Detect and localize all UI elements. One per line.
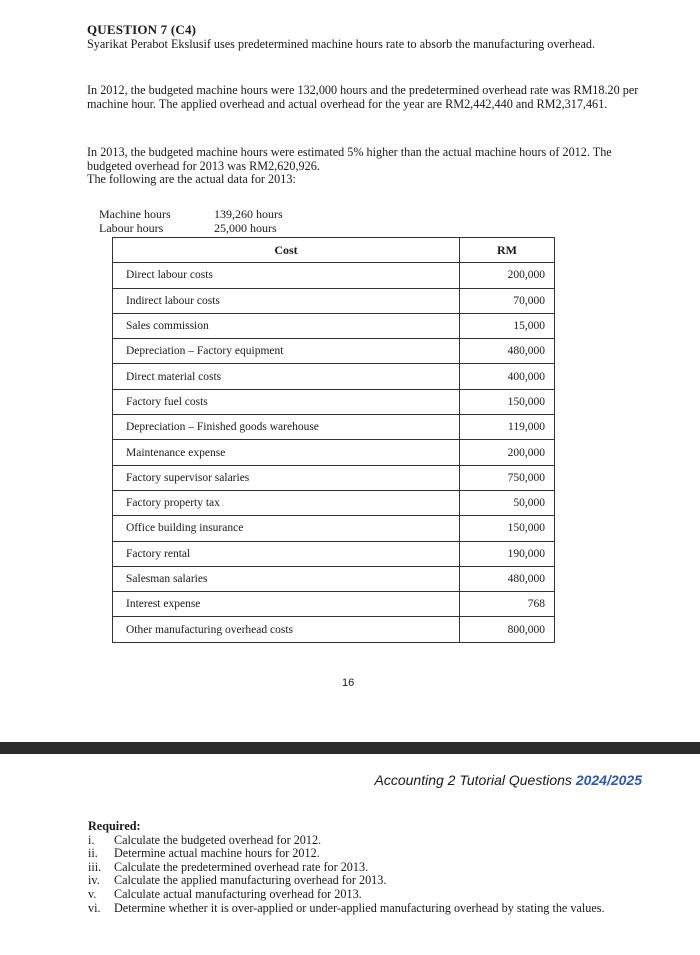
- rm-amount-cell: 150,000: [460, 389, 555, 414]
- rm-amount-cell: 768: [460, 592, 555, 617]
- table-row: [113, 364, 555, 389]
- rm-amount-cell: 190,000: [460, 541, 555, 566]
- required-section: [88, 820, 614, 915]
- rm-amount-cell: 200,000: [460, 440, 555, 465]
- required-item-number: i.: [88, 832, 95, 847]
- cost-item-cell: Depreciation – Factory equipment: [113, 339, 460, 364]
- actual-data-label: Labour hours: [99, 221, 164, 235]
- cost-item-cell: Salesman salaries: [113, 566, 460, 591]
- actual-data-value: 139,260 hours: [214, 207, 283, 221]
- cost-item-cell: Other manufacturing overhead costs: [113, 617, 460, 642]
- table-row: [113, 617, 555, 642]
- page-divider: [0, 742, 700, 754]
- table-row: [113, 490, 555, 515]
- required-item: [88, 834, 614, 848]
- cost-item-cell: Depreciation – Finished goods warehouse: [113, 415, 460, 440]
- actual-data-value: 25,000 hours: [214, 221, 277, 235]
- table-row: [113, 541, 555, 566]
- cost-table-body: [113, 263, 555, 642]
- cost-item-cell: Indirect labour costs: [113, 288, 460, 313]
- table-header-row: [113, 238, 555, 263]
- page-number: 16: [342, 677, 355, 689]
- actual-data-row: [99, 207, 304, 221]
- required-list: [88, 834, 614, 916]
- cost-item-cell: Direct labour costs: [113, 263, 460, 288]
- footer-title-text: Accounting 2 Tutorial Questions: [374, 772, 576, 788]
- required-item: [88, 874, 614, 888]
- required-item-number: v.: [88, 886, 97, 901]
- required-item-text: Calculate actual manufacturing overhead for 2013.: [114, 886, 362, 901]
- required-item-text: Calculate the applied manufacturing overhead for 2013.: [114, 873, 387, 888]
- table-row: [113, 339, 555, 364]
- cost-item-cell: Maintenance expense: [113, 440, 460, 465]
- table-row: [113, 313, 555, 338]
- cost-item-cell: Office building insurance: [113, 516, 460, 541]
- rm-amount-cell: 800,000: [460, 617, 555, 642]
- cost-item-cell: Factory supervisor salaries: [113, 465, 460, 490]
- rm-amount-cell: 150,000: [460, 516, 555, 541]
- intro-paragraph: Syarikat Perabot Ekslusif uses predetermined machine hours rate to absorb the manufacturing overhead.: [87, 37, 595, 51]
- rm-amount-cell: 119,000: [460, 415, 555, 440]
- required-item-number: vi.: [88, 900, 101, 915]
- table-row: [113, 566, 555, 591]
- table-row: [113, 465, 555, 490]
- rm-amount-cell: 15,000: [460, 313, 555, 338]
- actual-data-row: [99, 221, 304, 235]
- required-item-text: Determine actual machine hours for 2012.: [114, 846, 320, 861]
- cost-item-cell: Interest expense: [113, 592, 460, 617]
- table-row: [113, 516, 555, 541]
- paragraph-2013: [87, 146, 647, 187]
- rm-amount-cell: 480,000: [460, 339, 555, 364]
- required-item-number: iv.: [88, 873, 100, 888]
- actual-data-label: Machine hours: [99, 207, 171, 221]
- footer-title: [375, 772, 642, 788]
- rm-amount-cell: 70,000: [460, 288, 555, 313]
- actual-data-list: [99, 207, 304, 235]
- table-row: [113, 440, 555, 465]
- required-item-text: Calculate the predetermined overhead rate for 2013.: [114, 859, 369, 874]
- required-item-number: ii.: [88, 846, 98, 861]
- cost-item-cell: Factory fuel costs: [113, 389, 460, 414]
- table-row: [113, 592, 555, 617]
- rm-amount-cell: 400,000: [460, 364, 555, 389]
- required-heading: Required:: [88, 819, 141, 833]
- paragraph-2013-lead: The following are the actual data for 2013:: [87, 172, 296, 186]
- question-title: QUESTION 7 (C4): [87, 22, 197, 37]
- rm-amount-cell: 50,000: [460, 490, 555, 515]
- paragraph-2012: In 2012, the budgeted machine hours were 132,000 hours and the predetermined overhead rate was RM18.20 per machine hour. The applied overhead and actual overhead for the year are RM2,442,440 and RM2,317,461.: [87, 83, 639, 111]
- required-item-number: iii.: [88, 859, 102, 874]
- table-row: [113, 263, 555, 288]
- table-row: [113, 415, 555, 440]
- required-item: [88, 902, 614, 916]
- required-item: [88, 847, 614, 861]
- cost-column-header: Cost: [113, 238, 460, 263]
- required-item-text: Determine whether it is over-applied or under-applied manufacturing overhead by stating the values.: [114, 900, 605, 915]
- rm-amount-cell: 480,000: [460, 566, 555, 591]
- required-item-text: Calculate the budgeted overhead for 2012.: [114, 832, 322, 847]
- paragraph-2013-text: In 2013, the budgeted machine hours were estimated 5% higher than the actual machine hours of 2012. The budgeted overhead for 2013 was RM2,620,926.: [87, 145, 612, 173]
- table-row: [113, 389, 555, 414]
- footer-year: 2024/2025: [575, 772, 642, 788]
- rm-amount-cell: 750,000: [460, 465, 555, 490]
- cost-table: [112, 237, 555, 643]
- required-item: [88, 888, 614, 902]
- rm-column-header: RM: [460, 238, 555, 263]
- required-item: [88, 861, 614, 875]
- cost-item-cell: Factory rental: [113, 541, 460, 566]
- cost-item-cell: Factory property tax: [113, 490, 460, 515]
- table-row: [113, 288, 555, 313]
- cost-item-cell: Sales commission: [113, 313, 460, 338]
- rm-amount-cell: 200,000: [460, 263, 555, 288]
- cost-item-cell: Direct material costs: [113, 364, 460, 389]
